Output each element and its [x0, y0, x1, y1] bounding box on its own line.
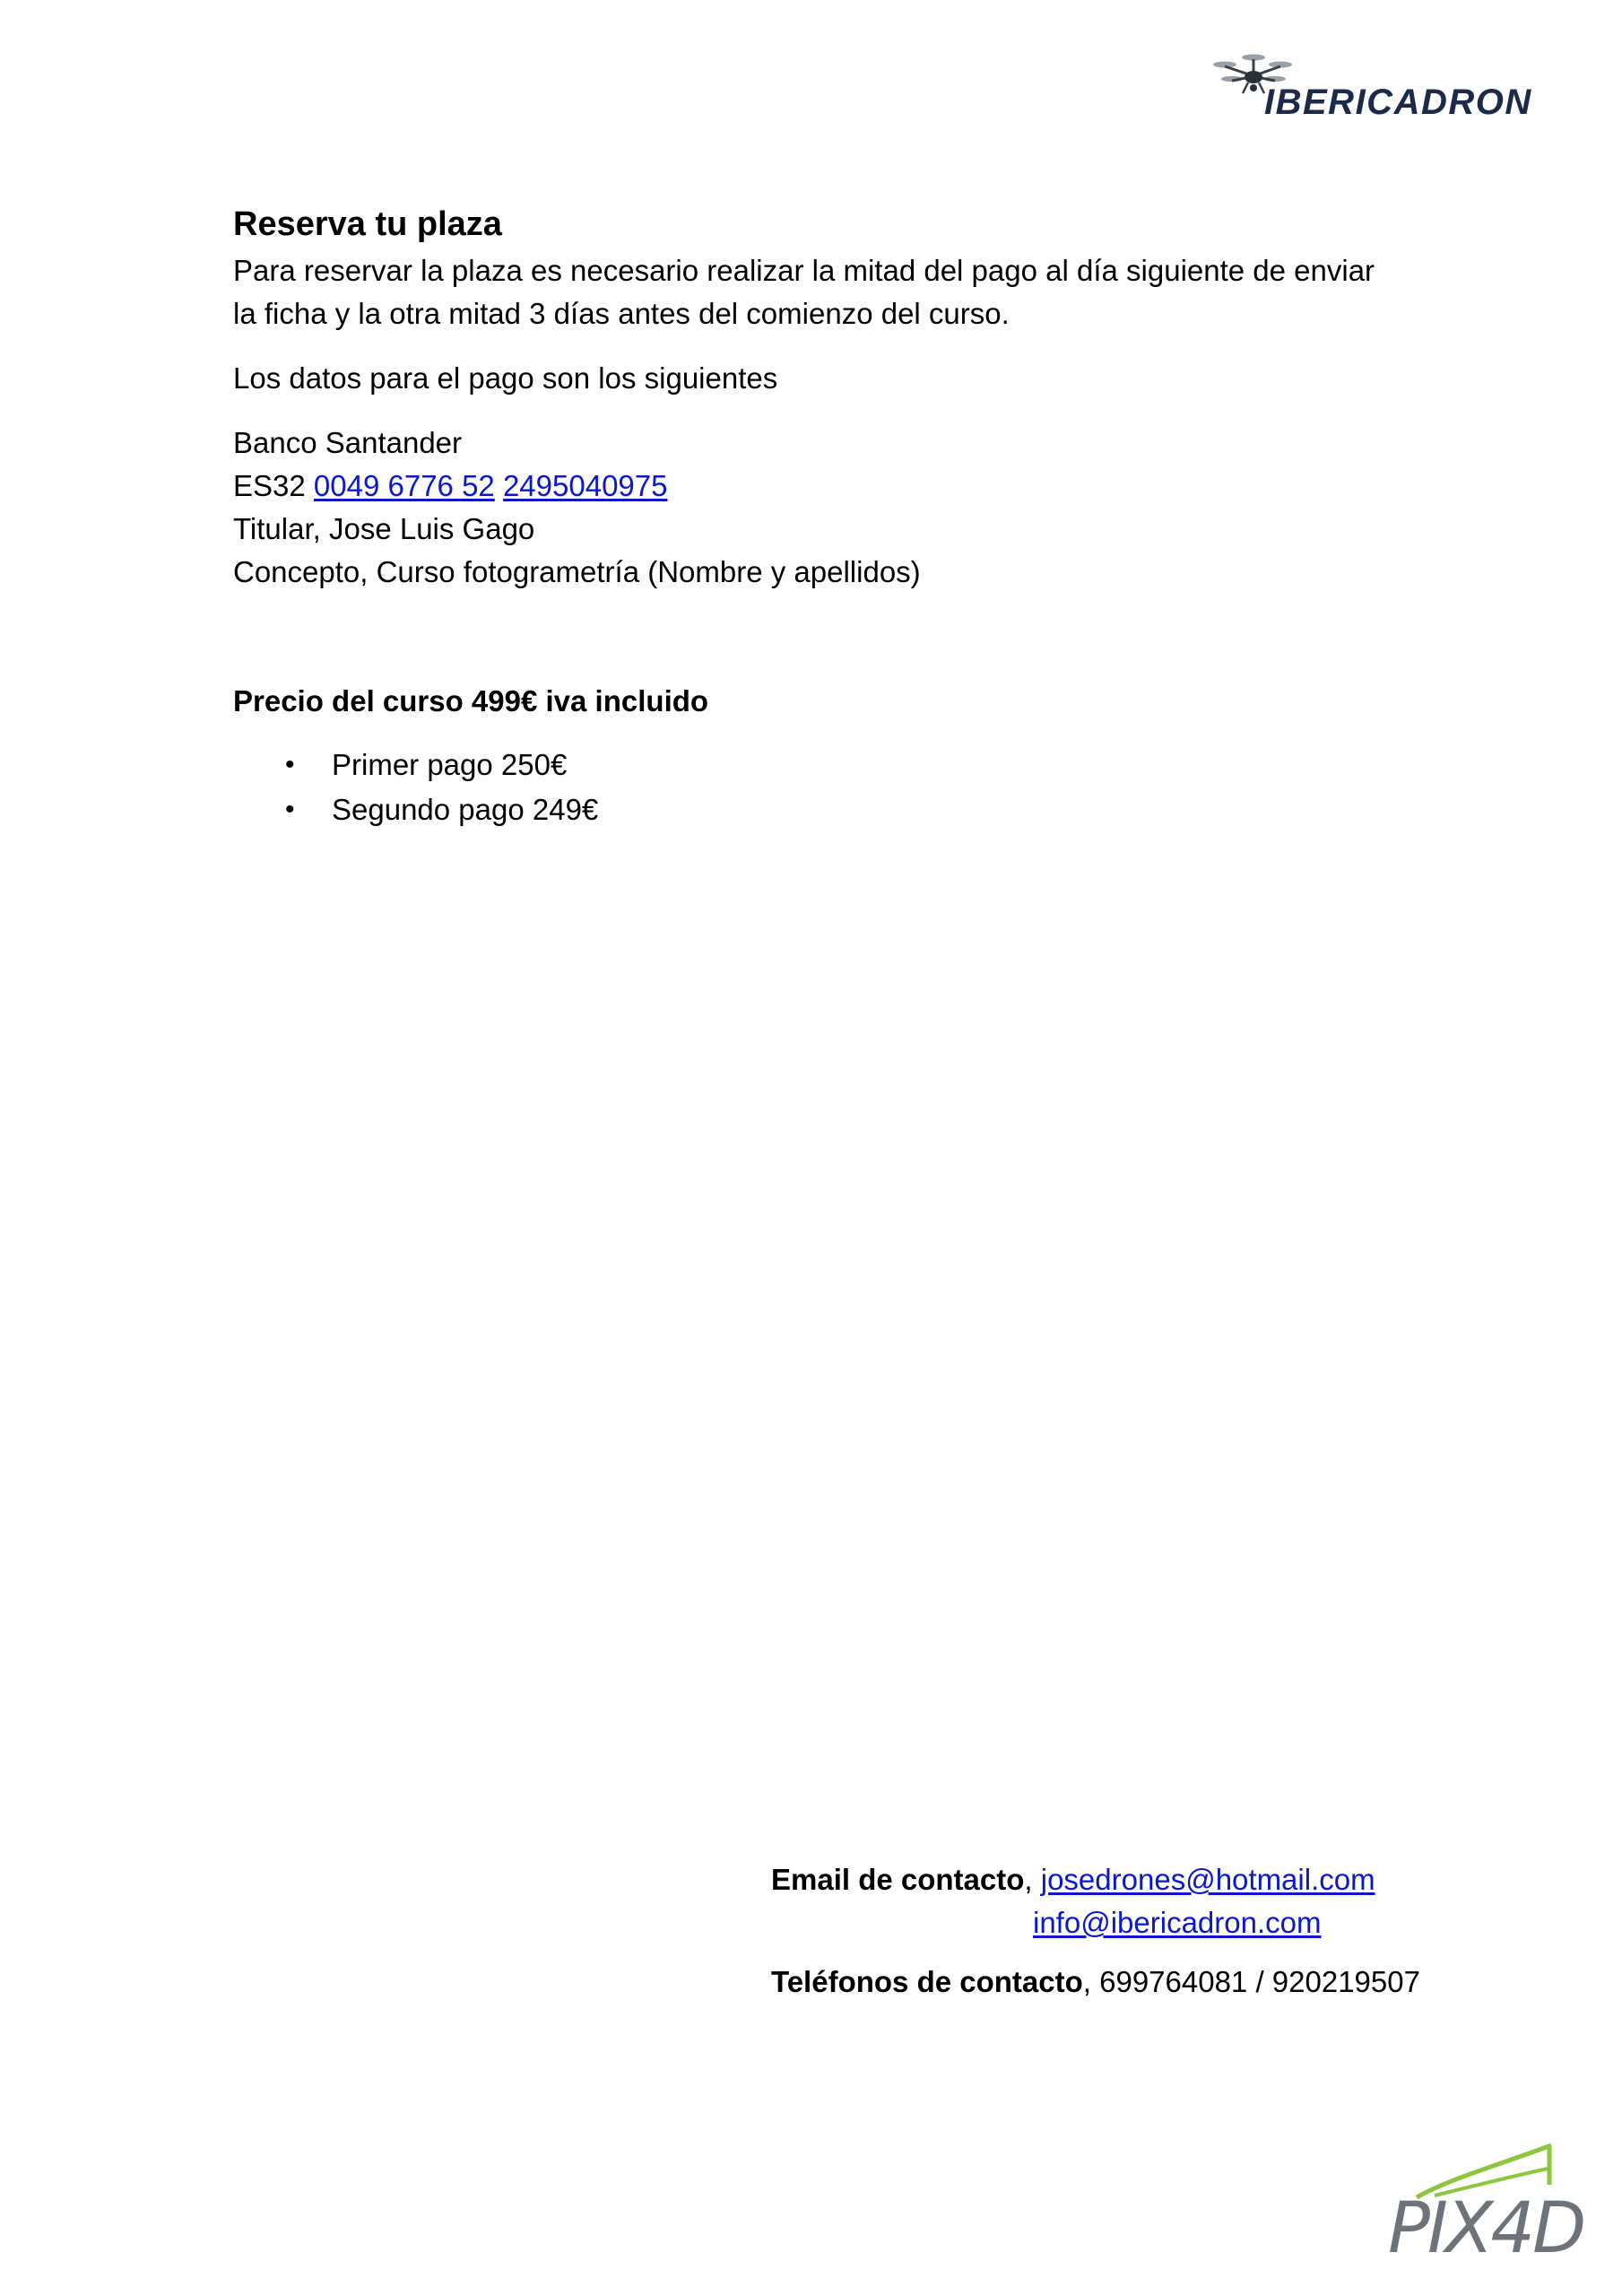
phone-label: Teléfonos de contacto	[771, 1965, 1083, 1998]
page-title: Reserva tu plaza	[233, 205, 502, 243]
intro-paragraph	[233, 249, 1417, 335]
iban-link-part-2[interactable]: 2495040975	[502, 469, 668, 502]
payment-item-2: Segundo pago 249€	[332, 793, 599, 826]
bullet-icon: •	[285, 750, 295, 779]
payment-concept: Concepto, Curso fotogrametría (Nombre y apellidos)	[233, 555, 921, 588]
payments-list	[233, 743, 1417, 832]
email-link-primary[interactable]: josedrones@hotmail.com	[1040, 1863, 1375, 1896]
email-separator: ,	[1024, 1863, 1041, 1896]
intro-line-1: Para reservar la plaza es necesario realizar la mitad del pago al día siguiente de enviar	[233, 254, 1375, 287]
ibericadron-logo	[1212, 52, 1571, 133]
price-heading: Precio del curso 499€ iva incluido	[233, 684, 709, 718]
pix4d-logo-text: PIX4D	[1388, 2188, 1584, 2269]
iban-line	[233, 465, 1417, 508]
bank-name: Banco Santander	[233, 426, 463, 459]
phone-numbers: 699764081 / 920219507	[1099, 1965, 1420, 1998]
list-item	[233, 743, 1417, 787]
intro-line-2: la ficha y la otra mitad 3 días antes del comienzo del curso.	[233, 297, 1010, 330]
email-line-secondary	[771, 1901, 1578, 1944]
phone-line	[771, 1961, 1578, 2004]
account-holder: Titular, Jose Luis Gago	[233, 512, 535, 545]
email-link-secondary[interactable]: info@ibericadron.com	[1033, 1906, 1322, 1939]
payment-item-1: Primer pago 250€	[332, 748, 568, 781]
payment-data-intro: Los datos para el pago son los siguientes	[233, 361, 778, 395]
list-item	[233, 787, 1417, 832]
iban-link-part-1[interactable]: 0049 6776 52	[313, 469, 495, 502]
email-label: Email de contacto	[771, 1863, 1025, 1896]
email-line	[771, 1858, 1578, 1901]
ibericadron-logo-text: IBERICADRON	[1264, 83, 1532, 122]
bank-details	[233, 422, 1417, 594]
phone-separator: ,	[1082, 1965, 1100, 1998]
bullet-icon: •	[285, 795, 295, 824]
contact-block	[771, 1858, 1578, 2004]
iban-prefix: ES32	[233, 469, 306, 502]
pix4d-logo	[1381, 2142, 1584, 2269]
main-content	[233, 199, 1417, 832]
